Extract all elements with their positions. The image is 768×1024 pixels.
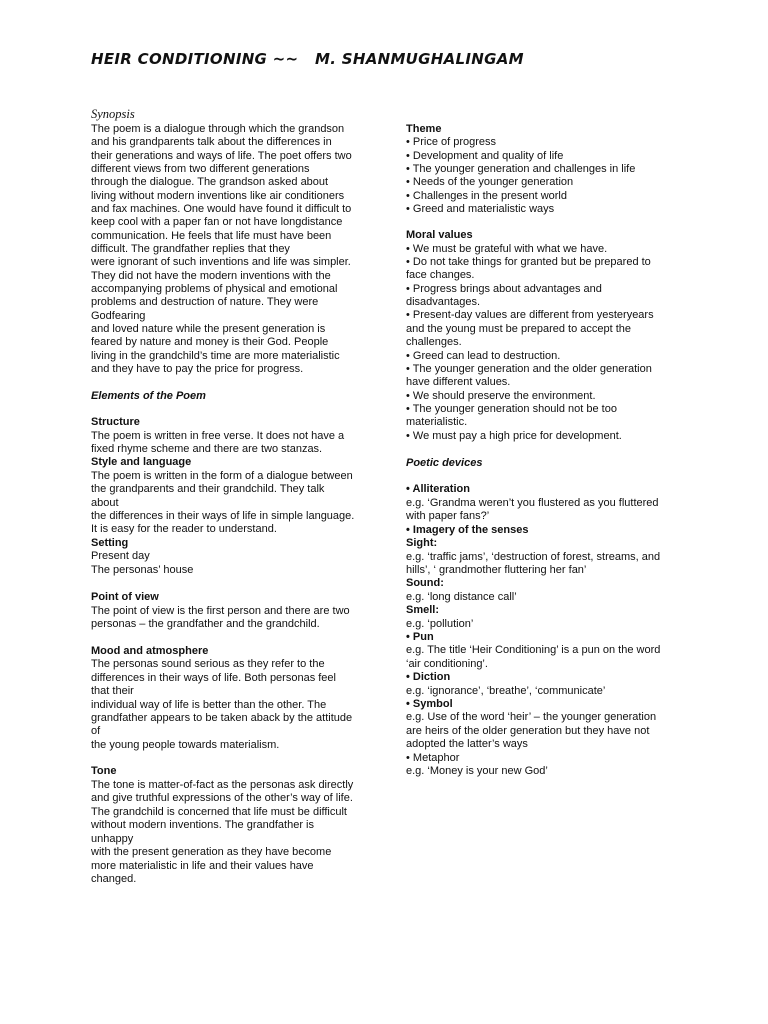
body-text-line: ‘air conditioning’. — [406, 658, 488, 670]
section-heading: Style and language — [91, 456, 192, 468]
body-text-line: and they have to pay the price for progress. — [91, 363, 304, 375]
body-text-line: The personas’ house — [91, 564, 194, 576]
section-heading: Tone — [91, 765, 117, 777]
body-text-line: individual way of life is better than the other. The — [91, 699, 327, 711]
body-text-line: The tone is matter-of-fact as the personas ask directly — [91, 779, 354, 791]
body-text-line: • The younger generation and the older generation — [406, 363, 652, 375]
body-text-line: e.g. ‘ignorance’, ‘breathe’, ‘communicate’ — [406, 685, 606, 697]
body-text-line: the differences in their ways of life in simple language. — [91, 510, 355, 522]
body-text-line: • The younger generation should not be too — [406, 403, 617, 415]
body-text-line: that their — [91, 685, 134, 697]
body-text-line: and his grandparents talk about the differences in — [91, 136, 332, 148]
body-text-line: with the present generation as they have become — [91, 846, 332, 858]
body-text-line: • We must pay a high price for development. — [406, 430, 622, 442]
body-text-line: living without modern inventions like air conditioners — [91, 190, 345, 202]
body-text-line: more materialistic in life and their values have — [91, 860, 314, 872]
body-text-line: disadvantages. — [406, 296, 480, 308]
body-text-line: e.g. Use of the word ‘heir’ – the younger generation — [406, 711, 657, 723]
body-text-line: e.g. ‘traffic jams’, ‘destruction of forest, streams, and — [406, 551, 661, 563]
body-text-line: • We should preserve the environment. — [406, 390, 596, 402]
body-text-line: their generations and ways of life. The poet offers two — [91, 150, 352, 162]
body-text-line: adopted the latter’s ways — [406, 738, 528, 750]
body-text-line: keep cool with a paper fan or not have longdistance — [91, 216, 343, 228]
section-heading: • Alliteration — [406, 483, 470, 495]
body-text-line: challenges. — [406, 336, 462, 348]
section-heading: Mood and atmosphere — [91, 645, 209, 657]
body-text-line: different views from two different generations — [91, 163, 310, 175]
section-heading: Smell: — [406, 604, 440, 616]
body-text-line: e.g. ‘Grandma weren’t you flustered as you fluttered — [406, 497, 659, 509]
body-text-line: grandfather appears to be taken aback by the attitude — [91, 712, 353, 724]
body-text-line: The grandchild is concerned that life must be difficult — [91, 806, 347, 818]
section-heading: • Diction — [406, 671, 451, 683]
section-heading: Setting — [91, 537, 129, 549]
body-text-line: without modern inventions. The grandfather is — [91, 819, 314, 831]
body-text-line: through the dialogue. The grandson asked about — [91, 176, 329, 188]
body-text-line: changed. — [91, 873, 137, 885]
section-heading: Structure — [91, 416, 140, 428]
body-text-line: accompanying problems of physical and emotional — [91, 283, 338, 295]
body-text-line: • Challenges in the present world — [406, 190, 567, 202]
body-text-line: about — [91, 497, 119, 509]
body-text-line: the grandparents and their grandchild. They talk — [91, 483, 325, 495]
body-text-line: Present day — [91, 550, 150, 562]
body-text-line: The poem is a dialogue through which the grandson — [91, 123, 345, 135]
body-text-line: • Metaphor — [406, 752, 460, 764]
section-heading: Synopsis — [91, 107, 135, 121]
body-text-line: fixed rhyme scheme and there are two stanzas. — [91, 443, 323, 455]
body-text-line: They did not have the modern inventions with the — [91, 270, 331, 282]
body-text-line: It is easy for the reader to understand. — [91, 523, 277, 535]
body-text-line: • The younger generation and challenges in life — [406, 163, 636, 175]
body-text-line: have different values. — [406, 376, 511, 388]
body-text-line: • Price of progress — [406, 136, 497, 148]
section-heading: Point of view — [91, 591, 159, 603]
body-text-line: of — [91, 725, 101, 737]
page-title: HEIR CONDITIONING ~~ M. SHANMUGHALINGAM — [91, 50, 524, 68]
body-text-line: unhappy — [91, 833, 134, 845]
body-text-line: • Greed and materialistic ways — [406, 203, 555, 215]
section-heading: Sound: — [406, 577, 444, 589]
body-text-line: difficult. The grandfather replies that they — [91, 243, 290, 255]
section-heading: Elements of the Poem — [91, 390, 206, 402]
body-text-line: with paper fans?’ — [406, 510, 490, 522]
body-text-line: the young people towards materialism. — [91, 739, 280, 751]
body-text-line: The point of view is the first person and there are two — [91, 605, 350, 617]
body-text-line: The poem is written in the form of a dialogue between — [91, 470, 353, 482]
body-text-line: • Development and quality of life — [406, 150, 564, 162]
body-text-line: living in the grandchild’s time are more materialistic — [91, 350, 340, 362]
body-text-line: The poem is written in free verse. It does not have a — [91, 430, 345, 442]
body-text-line: and loved nature while the present generation is — [91, 323, 326, 335]
body-text-line: The personas sound serious as they refer to the — [91, 658, 325, 670]
body-text-line: • We must be grateful with what we have. — [406, 243, 608, 255]
body-text-line: were ignorant of such inventions and life was simpler. — [91, 256, 351, 268]
section-heading: Moral values — [406, 229, 473, 241]
body-text-line: face changes. — [406, 269, 475, 281]
section-heading: • Pun — [406, 631, 434, 643]
section-heading: • Imagery of the senses — [406, 524, 529, 536]
body-text-line: personas – the grandfather and the grandchild. — [91, 618, 320, 630]
body-text-line: and fax machines. One would have found it difficult to — [91, 203, 352, 215]
body-text-line: e.g. The title ‘Heir Conditioning’ is a pun on the word — [406, 644, 661, 656]
body-text-line: differences in their ways of life. Both personas feel — [91, 672, 336, 684]
section-heading: Sight: — [406, 537, 438, 549]
body-text-line: • Present-day values are different from yesteryears — [406, 309, 654, 321]
body-text-line: hills’, ‘ grandmother fluttering her fan’ — [406, 564, 587, 576]
body-text-line: • Needs of the younger generation — [406, 176, 574, 188]
body-text-line: e.g. ‘pollution’ — [406, 618, 474, 630]
body-text-line: • Progress brings about advantages and — [406, 283, 602, 295]
body-text-line: materialistic. — [406, 416, 468, 428]
body-text-line: and the young must be prepared to accept the — [406, 323, 632, 335]
body-text-line: problems and destruction of nature. They were — [91, 296, 319, 308]
section-heading: Poetic devices — [406, 457, 483, 469]
body-text-line: • Do not take things for granted but be prepared to — [406, 256, 651, 268]
body-text-line: e.g. ‘Money is your new God’ — [406, 765, 548, 777]
section-heading: Theme — [406, 123, 442, 135]
body-text-line: and give truthful expressions of the other’s way of life. — [91, 792, 353, 804]
body-text-line: • Greed can lead to destruction. — [406, 350, 561, 362]
body-text-line: communication. He feels that life must have been — [91, 230, 332, 242]
body-text-line: feared by nature and money is their God. People — [91, 336, 329, 348]
body-text-line: e.g. ‘long distance call’ — [406, 591, 517, 603]
body-text-line: Godfearing — [91, 310, 146, 322]
body-text-line: are heirs of the older generation but they have not — [406, 725, 650, 737]
section-heading: • Symbol — [406, 698, 453, 710]
